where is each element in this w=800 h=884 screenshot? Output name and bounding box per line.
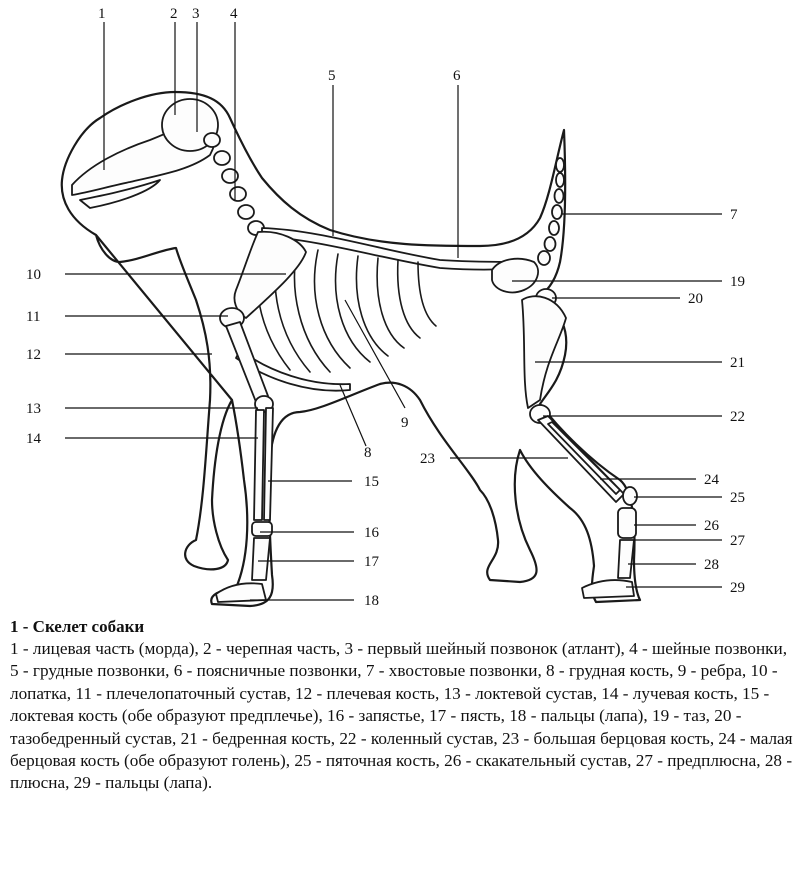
label-15: 15 (364, 474, 379, 490)
humerus-bone (226, 322, 268, 402)
front-paw-digits (216, 583, 266, 602)
femur-bone (522, 296, 566, 408)
label-3: 3 (192, 6, 200, 22)
label-19: 19 (730, 274, 745, 290)
label-23: 23 (420, 451, 435, 467)
figure-caption (10, 616, 795, 795)
label-12: 12 (26, 347, 41, 363)
label-26: 26 (704, 518, 719, 534)
label-10: 10 (26, 267, 41, 283)
label-14: 14 (26, 431, 41, 447)
tarsus-bone (618, 508, 636, 538)
label-5: 5 (328, 68, 336, 84)
label-11: 11 (26, 309, 41, 325)
caption-title: 1 - Скелет собаки (10, 617, 145, 636)
label-27: 27 (730, 533, 745, 549)
label-29: 29 (730, 580, 745, 596)
metacarpus-bone (252, 538, 270, 580)
label-25: 25 (730, 490, 745, 506)
label-6: 6 (453, 68, 461, 84)
metatarsus-bone (618, 540, 634, 578)
pelvis-bone (492, 259, 538, 293)
hind-paw-digits (582, 580, 634, 598)
caption-body: 1 - лицевая часть (морда), 2 - черепная часть, 3 - первый шейный позвонок (атлант), 4 - шейные позвонки, 5 - грудные позвонки, 6 - поясничные позвонки, 7 - хвостовые позвонки, 8 - грудная кость, 9 - ребра, 10 - лопатка, 11 - плечелопаточный сустав, 12 - плечевая кость, 13 - локтевой сустав, 14 - лучевая кость, 15 - локтевая кость (обе образуют предплечье), 16 - запястье, 17 - пясть, 18 - пальцы (лапа), 19 - таз, 20 - тазобедренный сустав, 21 - бедренная кость, 22 - коленный сустав, 23 - большая берцовая кость, 24 - малая берцовая кость (обе образуют голень), 25 - пяточная кость, 26 - скакательный сустав, 27 - предплюсна, 28 - плюсна, 29 - пальцы (лапа). (10, 639, 793, 793)
label-18: 18 (364, 593, 379, 609)
label-8: 8 (364, 445, 372, 461)
radius-bone (254, 410, 264, 520)
label-20: 20 (688, 291, 703, 307)
ulna-bone (264, 408, 273, 520)
label-22: 22 (730, 409, 745, 425)
label-24: 24 (704, 472, 719, 488)
part-number-labels (26, 6, 746, 609)
calcaneus-bone (623, 487, 637, 505)
label-21: 21 (730, 355, 745, 371)
label-17: 17 (364, 554, 379, 570)
label-7: 7 (730, 207, 738, 223)
label-1: 1 (98, 6, 106, 22)
label-2: 2 (170, 6, 178, 22)
label-16: 16 (364, 525, 379, 541)
carpus-bone (252, 522, 272, 536)
label-4: 4 (230, 6, 238, 22)
label-28: 28 (704, 557, 719, 573)
label-13: 13 (26, 401, 41, 417)
label-9: 9 (401, 415, 409, 431)
